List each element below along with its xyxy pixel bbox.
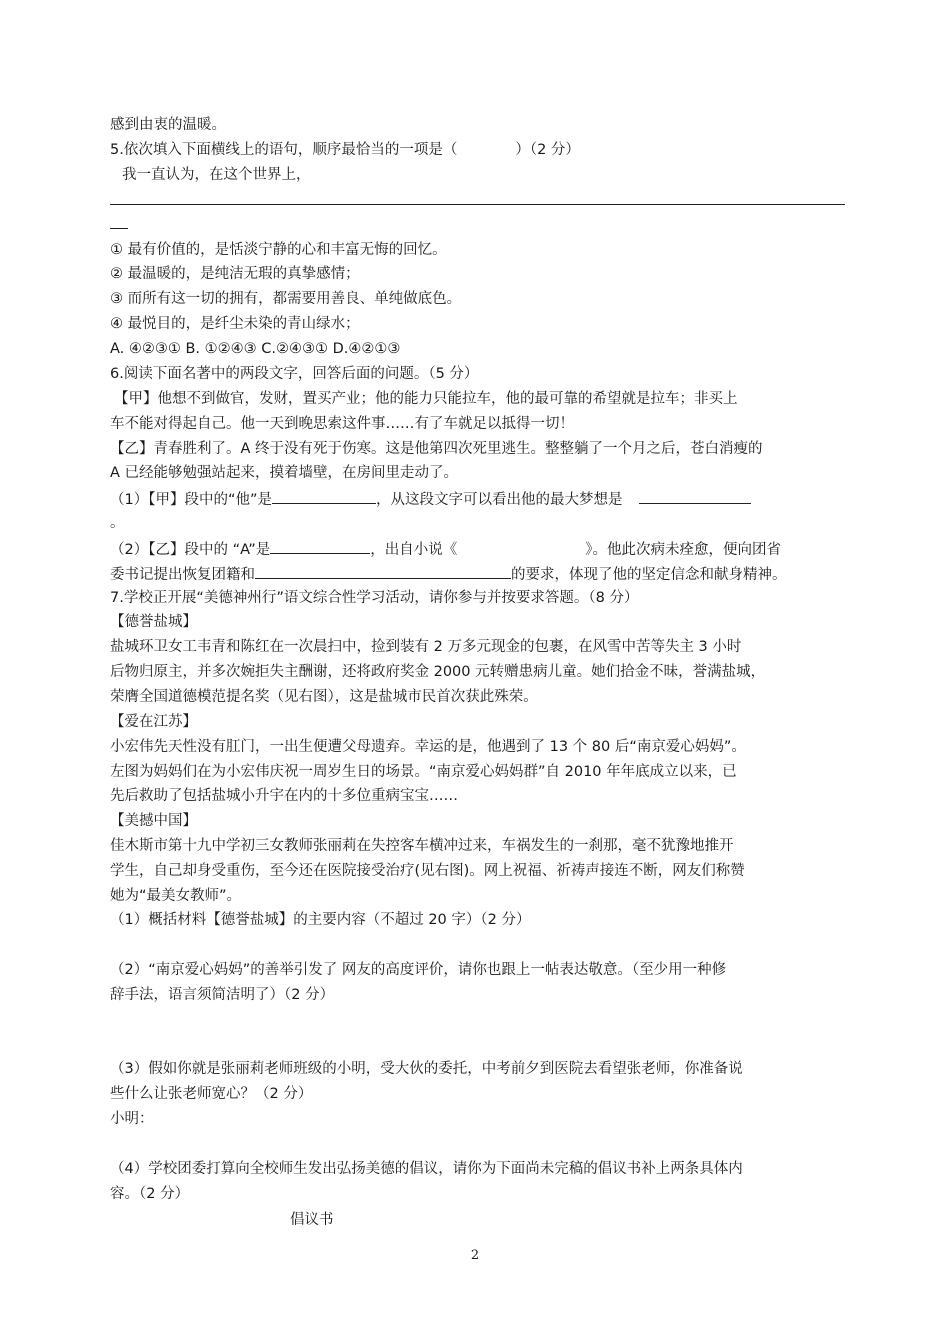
question-6-2-cont bbox=[110, 563, 845, 585]
section-text: 盐城环卫女工韦青和陈红在一次晨扫中，捡到装有 2 万多元现金的包裹，在风雪中苦等失主 3 小时 bbox=[110, 639, 742, 655]
section-text: 她为“最美女教师”。 bbox=[110, 888, 242, 904]
proposal-title: 倡议书 bbox=[290, 1212, 334, 1228]
question-7-3-line-2: 些什么让张老师宽心？（2 分） bbox=[110, 1086, 313, 1102]
answer-label: 小明： bbox=[110, 1111, 154, 1127]
question-5-intro: 我一直认为，在这个世界上， bbox=[122, 167, 311, 183]
passage-yi-line-1: 【乙】青春胜利了。A 终于没有死于伤寒。这是他第四次死里逃生。整整躺了一个月之后，苍白消瘦的 bbox=[110, 441, 763, 457]
section-text: 后物归原主，并多次婉拒失主酬谢，还将政府奖金 2000 元转赠患病儿童。她们拾金不昧，誉满盐城， bbox=[110, 664, 766, 680]
question-7-4-line-1: （4）学校团委打算向全校师生发出弘扬美德的倡议，请你为下面尚未完稿的倡议书补上两条具体内 bbox=[110, 1161, 743, 1177]
question-6-1-part-a: （1）【甲】段中的“他”是 bbox=[110, 492, 272, 508]
blank-6-2-b[interactable] bbox=[255, 563, 511, 579]
blank-6-1-b[interactable] bbox=[639, 488, 751, 504]
question-5-stem: 5.依次填入下面横线上的语句，顺序最恰当的一项是（ bbox=[110, 142, 458, 158]
passage-jia-line-1: 【甲】他想不到做官，发财，置买产业；他的能力只能拉车，他的最可靠的希望就是拉车；非买上 bbox=[114, 391, 738, 407]
question-6-1-end: 。 bbox=[110, 515, 125, 531]
question-6-2-part-b: ，出自小说《 bbox=[370, 542, 458, 558]
section-text: 学生，自己却身受重伤，至今还在医院接受治疗(见右图)。网上祝福、祈祷声接连不断，网友们称赞 bbox=[110, 863, 745, 879]
passage-jia-line-2: 车不能对得起自己。他一天到晚思索这件事……有了车就足以抵得一切！ bbox=[110, 416, 574, 432]
section-title: 【美撼中国】 bbox=[110, 813, 197, 829]
section-title: 【爱在江苏】 bbox=[110, 714, 197, 730]
question-7-1: （1）概括材料【德誉盐城】的主要内容（不超过 20 字）（2 分） bbox=[110, 912, 531, 928]
question-6-2-part-e: 的要求，体现了他的坚定信念和献身精神。 bbox=[511, 567, 787, 583]
passage-yi-line-2: A 已经能够勉强站起来，摸着墙壁，在房间里走动了。 bbox=[110, 465, 459, 481]
text-line: 感到由衷的温暖。 bbox=[110, 117, 226, 133]
blank-6-2-a[interactable] bbox=[270, 538, 370, 554]
answer-line[interactable] bbox=[110, 204, 845, 205]
question-7: 7.学校正开展“美德神州行”语文综合性学习活动，请你参与并按要求答题。（8 分） bbox=[110, 590, 639, 606]
page-number: 2 bbox=[470, 1248, 480, 1263]
question-6-2-part-d: 委书记提出恢复团籍和 bbox=[110, 567, 255, 583]
question-6-2-part-a: （2）【乙】段中的 “A”是 bbox=[110, 542, 271, 558]
question-7-2-line-1: （2）“南京爱心妈妈”的善举引发了 网友的高度评价，请你也跟上一帖表达敬意。（至少用一种修 bbox=[110, 962, 727, 978]
option-4: ④ 最悦目的，是纤尘未染的青山绿水； bbox=[110, 316, 360, 332]
question-7-3-line-1: （3）假如你就是张丽莉老师班级的小明，受大伙的委托，中考前夕到医院去看望张老师，你准备说 bbox=[110, 1061, 743, 1077]
option-1: ① 最有价值的，是恬淡宁静的心和丰富无悔的回忆。 bbox=[110, 242, 447, 258]
option-2: ② 最温暖的，是纯洁无瑕的真挚感情； bbox=[110, 266, 360, 282]
question-5-score: ）（2 分） bbox=[515, 142, 580, 158]
section-text: 荣膺全国道德模范提名奖（见右图），这是盐城市民首次获此殊荣。 bbox=[110, 689, 538, 705]
section-text: 佳木斯市第十九中学初三女教师张丽莉在失控客车横冲过来，车祸发生的一刹那，毫不犹豫地推开 bbox=[110, 838, 734, 854]
question-6-2 bbox=[110, 538, 845, 560]
question-6-2-part-c: 》。他此次病未痊愈，便向团省 bbox=[585, 542, 781, 558]
question-5 bbox=[110, 140, 845, 160]
answer-choices: A. ④②③① B. ①②④③ C.②④③① D.④②①③ bbox=[110, 341, 401, 357]
section-title: 【德誉盐城】 bbox=[110, 614, 197, 630]
question-6-1 bbox=[110, 488, 845, 510]
section-text: 左图为妈妈们在为小宏伟庆祝一周岁生日的场景。“南京爱心妈妈群”自 2010 年年底成立以来，已 bbox=[110, 764, 737, 780]
blank-6-1-a[interactable] bbox=[272, 488, 376, 504]
question-6: 6.阅读下面名著中的两段文字，回答后面的问题。（5 分） bbox=[110, 366, 479, 382]
answer-line-tail bbox=[110, 228, 128, 229]
section-text: 小宏伟先天性没有肛门，一出生便遭父母遗弃。幸运的是，他遇到了 13 个 80 后“南京爱心妈妈”。 bbox=[110, 739, 746, 755]
section-text: 先后救助了包括盐城小升宇在内的十多位重病宝宝…… bbox=[110, 788, 458, 804]
question-7-4-line-2: 容。（2 分） bbox=[110, 1186, 190, 1202]
question-6-1-part-b: ，从这段文字可以看出他的最大梦想是 bbox=[376, 492, 623, 508]
question-7-2-line-2: 辞手法，语言须简洁明了）（2 分） bbox=[110, 987, 335, 1003]
option-3: ③ 而所有这一切的拥有，都需要用善良、单纯做底色。 bbox=[110, 291, 462, 307]
